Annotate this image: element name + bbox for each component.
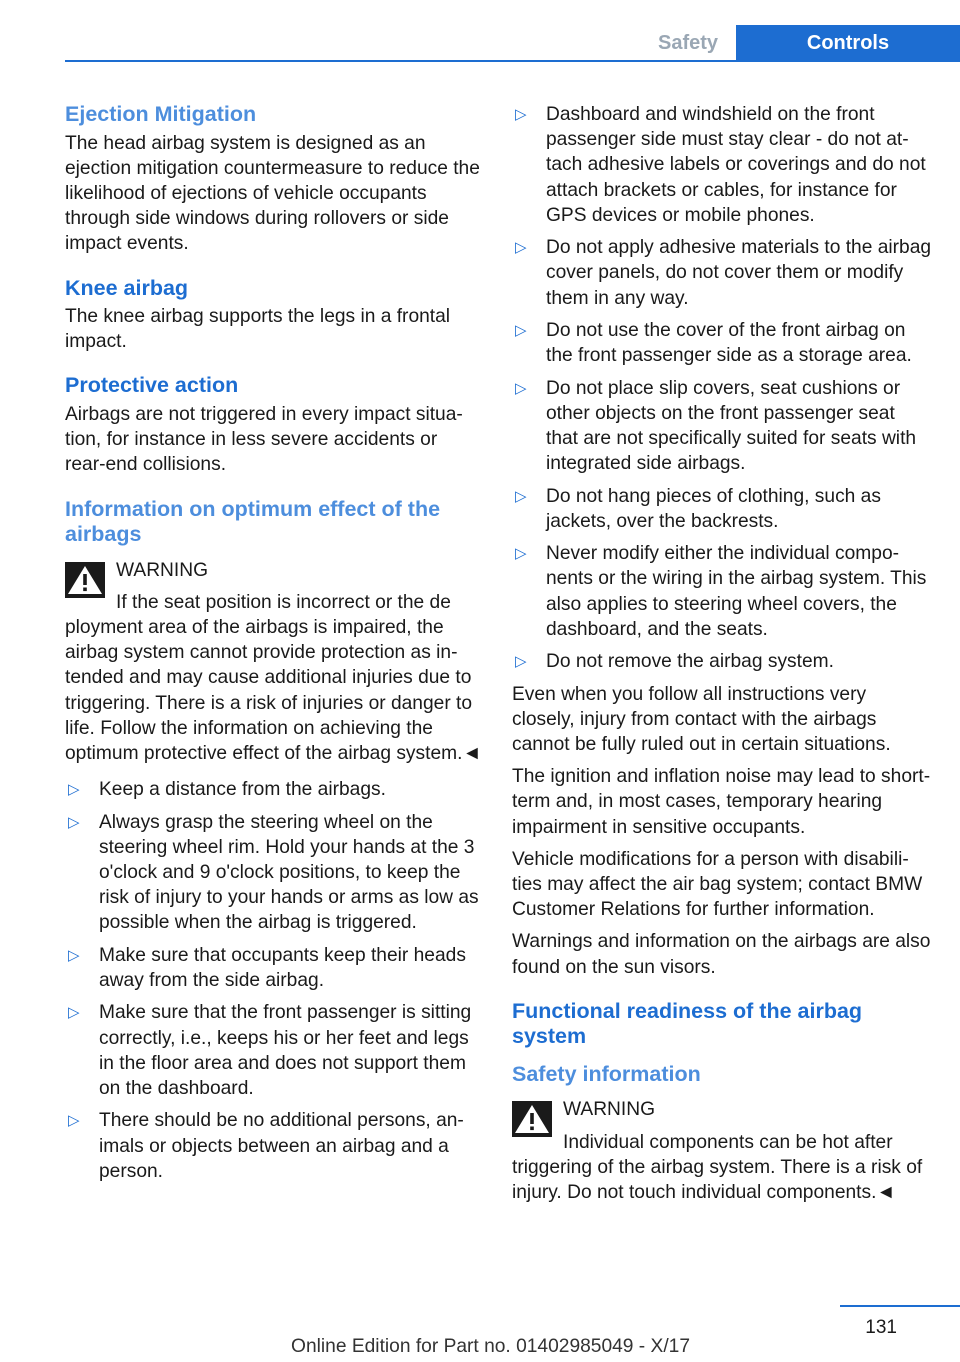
list-item: ▷ Always grasp the steering wheel on the steering wheel rim. Hold your hands at the 3 o'clock and 9 o'clock positions, to keep the risk of injury to your hands or arms as low as possible when the airbag is triggered. xyxy=(68,811,479,934)
bullet-triangle-icon: ▷ xyxy=(515,106,527,123)
airbag-restrictions-list xyxy=(512,102,932,674)
list-item: ▷ Do not place slip covers, seat cushions or other objects on the front passenger seat that are not specifically suited for seats with integrated side airbags. xyxy=(515,377,917,475)
header-divider xyxy=(65,60,960,62)
list-item: ▷ Keep a distance from the airbags. xyxy=(65,777,482,802)
paragraph-injury-risk: Even when you follow all instructions very closely, injury from contact with the airbags cannot be fully ruled out in certain situations. xyxy=(512,683,891,755)
bullet-triangle-icon: ▷ xyxy=(515,379,527,397)
list-item: ▷ Dashboard and windshield on the front passenger side must stay clear - do not attach adhesive labels or coverings and do not attach brackets or cables, for instance for GPS devices or mobile phones. xyxy=(515,104,926,226)
right-column xyxy=(512,102,932,1212)
bullet-triangle-icon: ▷ xyxy=(515,487,527,505)
list-item: ▷ Do not hang pieces of clothing, such as jackets, over the backrests. xyxy=(515,485,881,532)
paragraph-sun-visors: Warnings and information on the airbags are also found on the sun visors. xyxy=(512,931,931,978)
bullet-triangle-icon: ▷ xyxy=(515,653,527,671)
airbag-guidelines-list xyxy=(65,777,482,1184)
knee-airbag-text: The knee airbag supports the legs in a frontal impact. xyxy=(65,306,451,353)
warning-block xyxy=(65,558,482,767)
section-title-safety-information: Safety information xyxy=(512,1061,701,1086)
tab-safety[interactable]: Safety xyxy=(640,25,736,61)
bullet-triangle-icon: ▷ xyxy=(68,781,80,799)
left-column xyxy=(65,102,482,1191)
page-header xyxy=(640,25,960,61)
paragraph-noise: The ignition and inflation noise may lead to short-term and, in most cases, temporary hearing impairment in sensitive occupants. xyxy=(512,766,931,838)
list-item: ▷ Never modify either the individual components or the wiring in the airbag system. This also applies to steering wheel covers, the dashboard, and the seats. xyxy=(515,543,927,640)
warning-text-first-line: Individual components can be hot after xyxy=(563,1131,893,1153)
warning-triangle-icon xyxy=(65,562,105,598)
warning-label: WARNING xyxy=(116,559,209,581)
section-title-functional-readiness: Functional readiness of the airbag system xyxy=(512,998,863,1049)
warning-text-first-line: If the seat position is incorrect or the de xyxy=(116,591,451,613)
tab-controls[interactable]: Controls xyxy=(736,25,960,61)
bullet-triangle-icon: ▷ xyxy=(68,1112,80,1130)
list-item: ▷ Do not remove the airbag system. xyxy=(512,649,932,674)
list-item: ▷ Make sure that the front passenger is sitting correctly, i.e., keeps his or her feet and legs in the floor area and does not support them on the dashboard. xyxy=(68,1002,472,1099)
section-title-optimum-effect: Information on optimum effect of the airbags xyxy=(65,496,441,547)
paragraph-vehicle-modifications: Vehicle modifications for a person with disabilities may affect the air bag system; contact BMW Customer Relations for further information. xyxy=(512,848,923,921)
footer-divider xyxy=(840,1305,960,1307)
edition-footer: Online Edition for Part no. 01402985049 - X/17 xyxy=(291,1336,690,1357)
ejection-mitigation-text: The head airbag system is designed as an ejection mitigation countermeasure to reduce the likelihood of ejections of vehicle occupants through side windows during rollovers or side impact events. xyxy=(65,132,480,255)
list-item: ▷ Do not apply adhesive materials to the airbag cover panels, do not cover them or modify them in any way. xyxy=(515,237,932,309)
warning-triangle-icon xyxy=(512,1101,552,1137)
section-title-knee-airbag: Knee airbag xyxy=(65,275,189,300)
bullet-triangle-icon: ▷ xyxy=(515,239,527,257)
bullet-triangle-icon: ▷ xyxy=(515,322,527,339)
bullet-triangle-icon: ▷ xyxy=(515,545,527,563)
warning-block xyxy=(512,1097,932,1205)
list-item: ▷ Do not use the cover of the front airbag on the front passenger side as a storage area. xyxy=(515,320,912,367)
warning-text: triggering of the airbag system. There is a risk of injury. Do not touch individual components.◄ xyxy=(512,1156,923,1203)
section-title-ejection-mitigation: Ejection Mitigation xyxy=(65,102,257,126)
list-item: ▷ There should be no additional persons, animals or objects between an airbag and a person. xyxy=(68,1110,464,1182)
bullet-triangle-icon: ▷ xyxy=(68,946,80,964)
warning-label: WARNING xyxy=(563,1099,656,1121)
section-title-protective-action: Protective action xyxy=(65,373,239,398)
protective-action-text: Airbags are not triggered in every impact situation, for instance in less severe accidents or rear-end collisions. xyxy=(65,403,463,476)
warning-text: ployment area of the airbags is impaired, the airbag system cannot provide protection as intended and may cause additional injuries due to triggering. There is a risk of injuries or danger to life. Follow the information on achieving the optimum protective effect of the airbag system.◄ xyxy=(65,616,482,764)
bullet-triangle-icon: ▷ xyxy=(68,813,80,831)
page-number: 131 xyxy=(865,1317,897,1338)
bullet-triangle-icon: ▷ xyxy=(68,1004,80,1022)
list-item: ▷ Make sure that occupants keep their heads away from the side airbag. xyxy=(68,944,466,991)
